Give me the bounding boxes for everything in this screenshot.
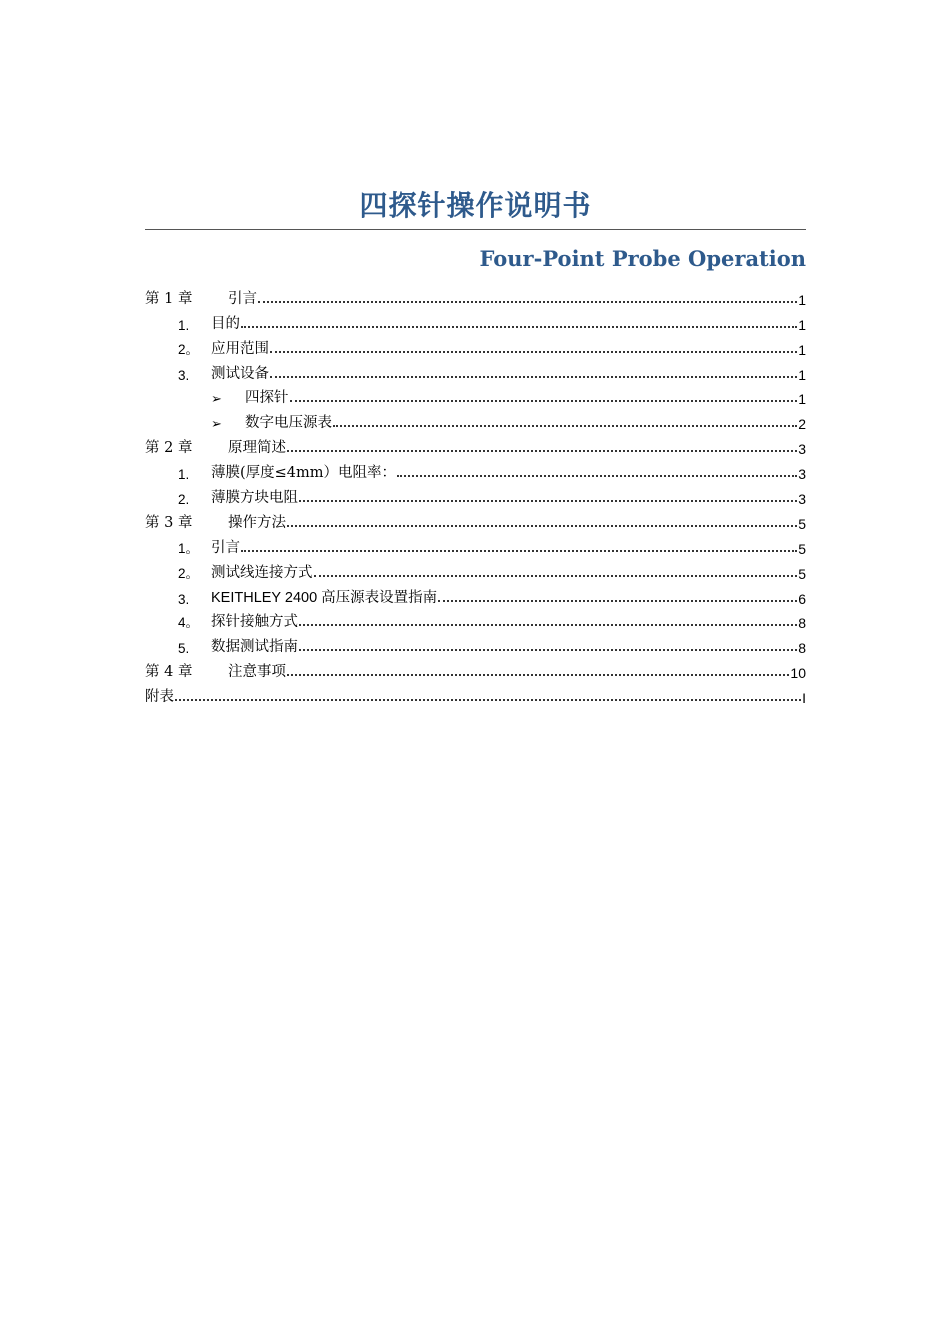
toc-entry-label: 引言 bbox=[228, 290, 257, 307]
toc-entry-label: 原理简述 bbox=[228, 440, 286, 457]
toc-entry[interactable] bbox=[145, 532, 806, 557]
toc-entry[interactable] bbox=[145, 358, 806, 383]
toc-entry[interactable] bbox=[145, 283, 806, 308]
toc-entry-page: 5 bbox=[798, 540, 806, 557]
toc-entry-number: 4。 bbox=[178, 615, 200, 631]
toc-entry-number: 5. bbox=[178, 641, 190, 657]
toc-entry[interactable] bbox=[145, 582, 806, 607]
toc-entry[interactable] bbox=[145, 432, 806, 457]
toc-entry-label: KEITHLEY 2400 高压源表设置指南 bbox=[211, 589, 438, 606]
toc-entry-label: 附表 bbox=[145, 689, 174, 706]
toc-dot-leader bbox=[287, 658, 789, 676]
toc-dot-leader bbox=[258, 285, 797, 303]
toc-entry-label: 数据测试指南 bbox=[211, 639, 298, 656]
toc-dot-leader bbox=[438, 584, 797, 602]
toc-entry-page: I bbox=[802, 690, 806, 707]
toc-entry-page: 1 bbox=[798, 366, 806, 383]
toc-dot-leader bbox=[299, 633, 797, 651]
toc-entry-page: 8 bbox=[798, 640, 806, 657]
toc-entry-page: 1 bbox=[798, 316, 806, 333]
toc-entry-label: 数字电压源表 bbox=[245, 415, 332, 432]
document-subtitle: Four-Point Probe Operation bbox=[479, 246, 806, 271]
toc-entry-page: 6 bbox=[798, 590, 806, 607]
toc-dot-leader bbox=[314, 559, 798, 577]
toc-entry-page: 2 bbox=[798, 416, 806, 433]
toc-entry-label: 注意事项 bbox=[228, 664, 286, 681]
toc-entry-number: 2。 bbox=[178, 341, 200, 357]
table-of-contents bbox=[145, 283, 806, 706]
toc-entry-number: 第 2 章 bbox=[145, 440, 193, 457]
toc-entry-page: 5 bbox=[798, 565, 806, 582]
toc-entry-number: 第 4 章 bbox=[145, 664, 193, 681]
toc-entry-label: 薄膜(厚度≤4mm）电阻率： bbox=[211, 465, 397, 482]
toc-entry-number: 1。 bbox=[178, 540, 200, 556]
toc-entry-page: 3 bbox=[798, 466, 806, 483]
toc-entry-label: 引言 bbox=[211, 539, 240, 556]
toc-entry[interactable] bbox=[145, 507, 806, 532]
toc-entry-page: 3 bbox=[798, 441, 806, 458]
document-title: 四探针操作说明书 bbox=[359, 189, 592, 222]
toc-entry[interactable] bbox=[145, 407, 806, 432]
toc-entry-number: 2。 bbox=[178, 565, 200, 581]
toc-entry-page: 1 bbox=[798, 391, 806, 408]
toc-entry-label: 薄膜方块电阻 bbox=[211, 490, 298, 507]
toc-entry-label: 应用范围 bbox=[211, 340, 269, 357]
toc-entry[interactable] bbox=[145, 457, 806, 482]
toc-dot-leader bbox=[287, 509, 797, 527]
toc-entry[interactable] bbox=[145, 333, 806, 358]
toc-entry-number: 第 3 章 bbox=[145, 514, 193, 531]
toc-entry-label: 四探针 bbox=[245, 390, 289, 407]
toc-entry[interactable] bbox=[145, 681, 806, 706]
toc-dot-leader bbox=[175, 683, 801, 701]
toc-entry-number: 1. bbox=[178, 317, 190, 333]
toc-entry-page: 1 bbox=[798, 291, 806, 308]
title-divider bbox=[145, 229, 806, 230]
toc-entry-label: 测试设备 bbox=[211, 365, 269, 382]
toc-entry-label: 探针接触方式 bbox=[211, 614, 298, 631]
arrow-bullet-icon: ➢ bbox=[211, 392, 222, 408]
toc-dot-leader bbox=[270, 335, 797, 353]
toc-entry-page: 1 bbox=[798, 341, 806, 358]
toc-dot-leader bbox=[299, 608, 797, 626]
toc-entry-page: 5 bbox=[798, 515, 806, 532]
toc-dot-leader bbox=[241, 310, 797, 328]
toc-entry-number: 第 1 章 bbox=[145, 290, 193, 307]
toc-dot-leader bbox=[333, 409, 797, 427]
toc-dot-leader bbox=[241, 534, 797, 552]
toc-entry-number: 3. bbox=[178, 367, 190, 383]
toc-entry-label: 操作方法 bbox=[228, 514, 286, 531]
toc-entry-label: 目的 bbox=[211, 315, 240, 332]
toc-entry[interactable] bbox=[145, 383, 806, 408]
toc-dot-leader bbox=[397, 459, 797, 477]
toc-entry[interactable] bbox=[145, 482, 806, 507]
toc-dot-leader bbox=[270, 360, 797, 378]
arrow-bullet-icon: ➢ bbox=[211, 417, 222, 433]
toc-entry-label: 测试线连接方式 bbox=[211, 564, 313, 581]
toc-entry[interactable] bbox=[145, 557, 806, 582]
toc-entry-number: 1. bbox=[178, 467, 190, 483]
toc-entry-page: 10 bbox=[790, 665, 806, 682]
toc-entry-number: 2. bbox=[178, 492, 190, 508]
toc-entry-page: 8 bbox=[798, 615, 806, 632]
toc-entry[interactable] bbox=[145, 631, 806, 656]
toc-entry-number: 3. bbox=[178, 591, 190, 607]
toc-entry[interactable] bbox=[145, 656, 806, 681]
toc-entry[interactable] bbox=[145, 607, 806, 632]
toc-dot-leader bbox=[287, 434, 797, 452]
toc-dot-leader bbox=[299, 484, 797, 502]
toc-dot-leader bbox=[290, 384, 798, 402]
toc-entry[interactable] bbox=[145, 308, 806, 333]
toc-entry-page: 3 bbox=[798, 491, 806, 508]
